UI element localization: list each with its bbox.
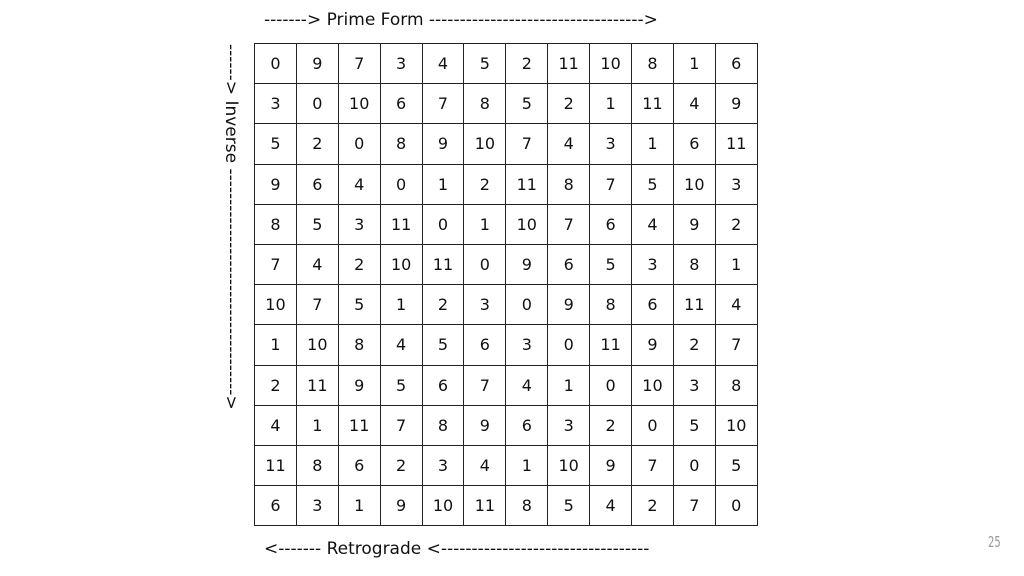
matrix-cell: 8 <box>673 244 715 284</box>
matrix-cell: 4 <box>464 445 506 485</box>
twelve-tone-matrix <box>254 43 758 526</box>
matrix-cell: 9 <box>464 405 506 445</box>
matrix-cell: 10 <box>715 405 757 445</box>
matrix-cell: 10 <box>632 365 674 405</box>
matrix-cell: 11 <box>715 124 757 164</box>
matrix-cell: 5 <box>255 124 297 164</box>
matrix-cell: 7 <box>590 164 632 204</box>
matrix-cell: 4 <box>506 365 548 405</box>
matrix-cell: 4 <box>255 405 297 445</box>
matrix-cell: 3 <box>422 445 464 485</box>
matrix-cell: 1 <box>422 164 464 204</box>
matrix-cell: 11 <box>255 445 297 485</box>
matrix-cell: 10 <box>422 486 464 526</box>
matrix-cell: 4 <box>590 486 632 526</box>
matrix-cell: 0 <box>590 365 632 405</box>
matrix-cell: 7 <box>380 405 422 445</box>
matrix-cell: 2 <box>296 124 338 164</box>
matrix-cell: 1 <box>464 204 506 244</box>
matrix-cell: 11 <box>338 405 380 445</box>
matrix-cell: 9 <box>632 325 674 365</box>
matrix-cell: 3 <box>548 405 590 445</box>
matrix-cell: 7 <box>632 445 674 485</box>
matrix-cell: 5 <box>548 486 590 526</box>
matrix-cell: 2 <box>715 204 757 244</box>
matrix-cell: 7 <box>255 244 297 284</box>
matrix-cell: 10 <box>506 204 548 244</box>
matrix-cell: 3 <box>673 365 715 405</box>
matrix-cell: 7 <box>506 124 548 164</box>
matrix-cell: 1 <box>338 486 380 526</box>
matrix-cell: 11 <box>632 84 674 124</box>
matrix-cell: 9 <box>548 285 590 325</box>
matrix-cell: 10 <box>380 244 422 284</box>
matrix-cell: 1 <box>715 244 757 284</box>
matrix-row <box>255 44 758 84</box>
matrix-cell: 4 <box>422 44 464 84</box>
matrix-cell: 9 <box>590 445 632 485</box>
matrix-cell: 1 <box>590 84 632 124</box>
matrix-cell: 10 <box>296 325 338 365</box>
matrix-cell: 10 <box>464 124 506 164</box>
matrix-cell: 3 <box>296 486 338 526</box>
matrix-cell: 0 <box>380 164 422 204</box>
matrix-cell: 8 <box>255 204 297 244</box>
matrix-cell: 1 <box>255 325 297 365</box>
matrix-cell: 11 <box>673 285 715 325</box>
matrix-cell: 5 <box>338 285 380 325</box>
matrix-cell: 6 <box>422 365 464 405</box>
matrix-row <box>255 204 758 244</box>
matrix-cell: 0 <box>464 244 506 284</box>
matrix-cell: 3 <box>380 44 422 84</box>
matrix-cell: 5 <box>506 84 548 124</box>
matrix-cell: 0 <box>422 204 464 244</box>
matrix-cell: 2 <box>673 325 715 365</box>
matrix-cell: 6 <box>673 124 715 164</box>
matrix-cell: 5 <box>380 365 422 405</box>
matrix-row <box>255 84 758 124</box>
matrix-cell: 10 <box>255 285 297 325</box>
matrix-cell: 11 <box>296 365 338 405</box>
matrix-cell: 2 <box>632 486 674 526</box>
matrix-cell: 11 <box>422 244 464 284</box>
matrix-row <box>255 445 758 485</box>
matrix-cell: 6 <box>715 44 757 84</box>
matrix-cell: 0 <box>548 325 590 365</box>
matrix-cell: 5 <box>422 325 464 365</box>
matrix-cell: 5 <box>715 445 757 485</box>
matrix-cell: 0 <box>715 486 757 526</box>
matrix-row <box>255 405 758 445</box>
matrix-cell: 1 <box>673 44 715 84</box>
matrix-cell: 3 <box>506 325 548 365</box>
matrix-cell: 8 <box>296 445 338 485</box>
matrix-cell: 1 <box>506 445 548 485</box>
matrix-cell: 10 <box>548 445 590 485</box>
matrix-cell: 4 <box>632 204 674 244</box>
matrix-cell: 6 <box>255 486 297 526</box>
matrix-row <box>255 486 758 526</box>
matrix-cell: 1 <box>632 124 674 164</box>
matrix-cell: 4 <box>548 124 590 164</box>
matrix-cell: 8 <box>464 84 506 124</box>
matrix-cell: 7 <box>422 84 464 124</box>
retrograde-label: <------- Retrograde <---------------------------------- <box>264 539 650 559</box>
matrix-cell: 8 <box>590 285 632 325</box>
matrix-cell: 3 <box>715 164 757 204</box>
matrix-cell: 7 <box>464 365 506 405</box>
matrix-cell: 2 <box>590 405 632 445</box>
matrix-cell: 6 <box>632 285 674 325</box>
matrix-cell: 2 <box>338 244 380 284</box>
matrix-cell: 3 <box>464 285 506 325</box>
inverse-label: ------> Inverse -------------------------------------> <box>221 44 241 410</box>
matrix-cell: 4 <box>380 325 422 365</box>
matrix-cell: 2 <box>422 285 464 325</box>
matrix-cell: 11 <box>380 204 422 244</box>
matrix-cell: 5 <box>673 405 715 445</box>
matrix-cell: 10 <box>338 84 380 124</box>
matrix-cell: 5 <box>464 44 506 84</box>
matrix-cell: 10 <box>590 44 632 84</box>
matrix-cell: 0 <box>632 405 674 445</box>
matrix-cell: 6 <box>380 84 422 124</box>
matrix-cell: 5 <box>632 164 674 204</box>
prime-form-label: -------> Prime Form -----------------------------------> <box>264 10 658 30</box>
matrix-cell: 0 <box>338 124 380 164</box>
matrix-cell: 9 <box>422 124 464 164</box>
matrix-cell: 2 <box>548 84 590 124</box>
matrix-cell: 8 <box>422 405 464 445</box>
matrix-cell: 8 <box>548 164 590 204</box>
matrix-cell: 2 <box>380 445 422 485</box>
matrix-cell: 2 <box>464 164 506 204</box>
matrix-cell: 8 <box>380 124 422 164</box>
matrix-cell: 1 <box>548 365 590 405</box>
matrix-cell: 9 <box>338 365 380 405</box>
matrix-cell: 7 <box>296 285 338 325</box>
matrix-cell: 6 <box>464 325 506 365</box>
matrix-cell: 4 <box>296 244 338 284</box>
matrix-row <box>255 365 758 405</box>
matrix-cell: 8 <box>715 365 757 405</box>
matrix-cell: 9 <box>506 244 548 284</box>
matrix-cell: 0 <box>506 285 548 325</box>
matrix-cell: 3 <box>255 84 297 124</box>
matrix-cell: 6 <box>590 204 632 244</box>
matrix-cell: 3 <box>632 244 674 284</box>
matrix-cell: 0 <box>673 445 715 485</box>
matrix-cell: 11 <box>506 164 548 204</box>
matrix-cell: 6 <box>296 164 338 204</box>
matrix-cell: 9 <box>255 164 297 204</box>
matrix-cell: 4 <box>338 164 380 204</box>
matrix-cell: 7 <box>548 204 590 244</box>
matrix-cell: 0 <box>255 44 297 84</box>
matrix-cell: 1 <box>380 285 422 325</box>
matrix-row <box>255 285 758 325</box>
matrix-cell: 8 <box>506 486 548 526</box>
matrix-row <box>255 244 758 284</box>
matrix-cell: 4 <box>715 285 757 325</box>
matrix-cell: 8 <box>338 325 380 365</box>
matrix-cell: 5 <box>590 244 632 284</box>
matrix-cell: 9 <box>380 486 422 526</box>
matrix-cell: 0 <box>296 84 338 124</box>
matrix-cell: 5 <box>296 204 338 244</box>
matrix-cell: 7 <box>673 486 715 526</box>
matrix-cell: 4 <box>673 84 715 124</box>
matrix-cell: 2 <box>506 44 548 84</box>
matrix-cell: 9 <box>715 84 757 124</box>
matrix-cell: 10 <box>673 164 715 204</box>
matrix-cell: 11 <box>464 486 506 526</box>
matrix-cell: 11 <box>590 325 632 365</box>
matrix-cell: 2 <box>255 365 297 405</box>
matrix-row <box>255 325 758 365</box>
matrix-cell: 7 <box>715 325 757 365</box>
page-number: 25 <box>988 533 1001 551</box>
matrix-cell: 9 <box>296 44 338 84</box>
matrix-cell: 1 <box>296 405 338 445</box>
matrix-cell: 3 <box>590 124 632 164</box>
matrix-cell: 6 <box>338 445 380 485</box>
matrix-cell: 3 <box>338 204 380 244</box>
matrix-cell: 9 <box>673 204 715 244</box>
matrix-cell: 8 <box>632 44 674 84</box>
matrix-row <box>255 124 758 164</box>
matrix-row <box>255 164 758 204</box>
matrix-cell: 11 <box>548 44 590 84</box>
matrix-cell: 7 <box>338 44 380 84</box>
matrix-cell: 6 <box>506 405 548 445</box>
matrix-cell: 6 <box>548 244 590 284</box>
